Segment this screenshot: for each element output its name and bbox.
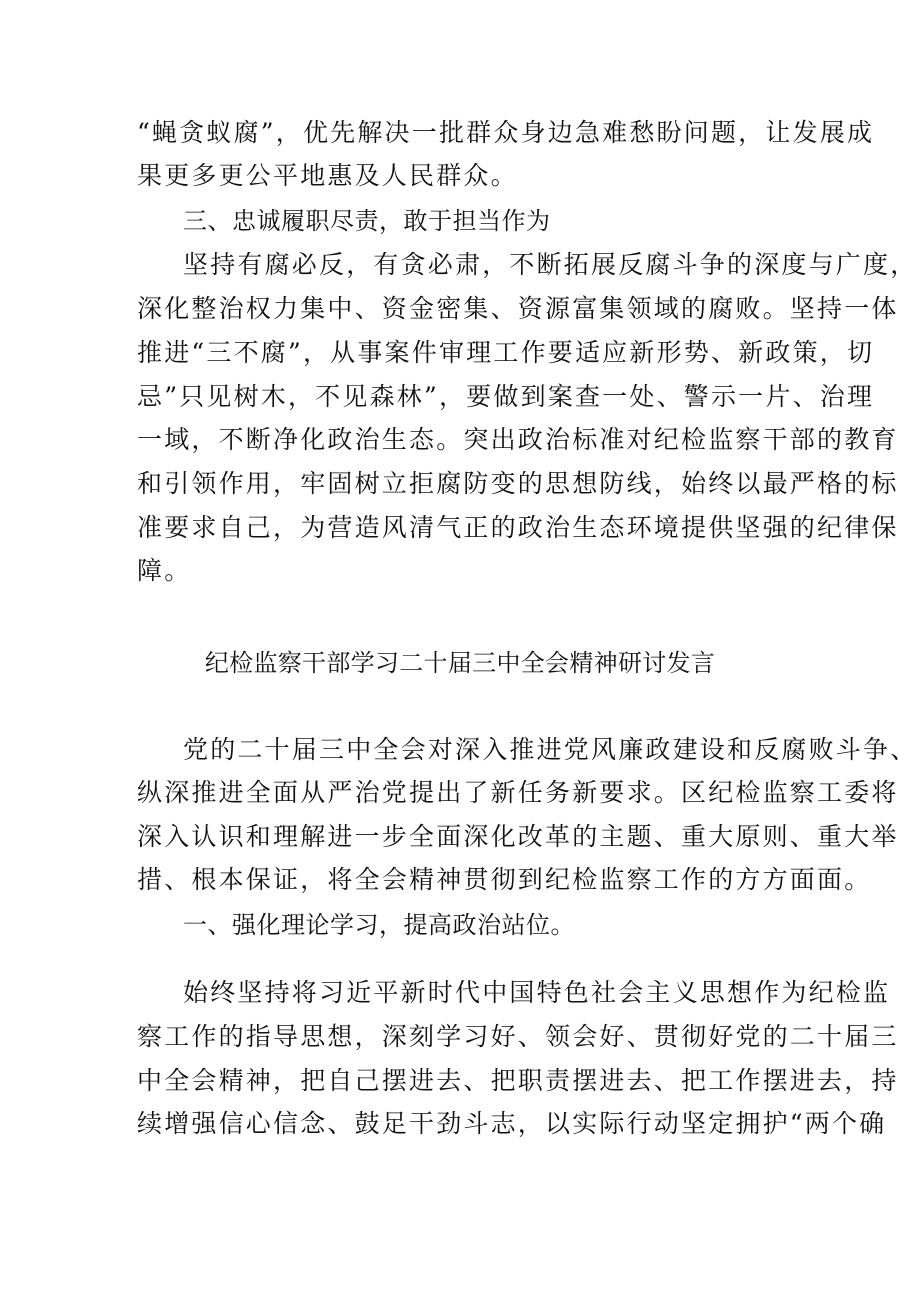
body-text-line: 忌”只见树木，不见森林”，要做到案查一处、警示一片、治理 [137, 382, 875, 411]
body-text-line: 和引领作用，牢固树立拒腐防变的思想防线，始终以最严格的标 [137, 469, 899, 498]
body-text-line: 推进“三不腐”，从事案件审理工作要适应新形势、新政策，切 [137, 338, 875, 367]
body-text-line: 一域，不断净化政治生态。突出政治标准对纪检监察干部的教育 [137, 425, 899, 454]
body-text-line: 中全会精神，把自己摆进去、把职责摆进去、把工作摆进去，持 [137, 1066, 899, 1095]
section-heading: 一、强化理论学习，提高政治站位。 [183, 911, 575, 939]
body-text-line: 察工作的指导思想，深刻学习好、领会好、贯彻好党的二十届三 [137, 1022, 899, 1051]
article-title: 纪检监察干部学习二十届三中全会精神研讨发言 [204, 649, 716, 677]
body-text-line: 坚持有腐必反，有贪必肃，不断拓展反腐斗争的深度与广度， [183, 250, 918, 279]
body-text-line: 措、根本保证，将全会精神贯彻到纪检监察工作的方方面面。 [137, 865, 872, 894]
body-text-line: 始终坚持将习近平新时代中国特色社会主义思想作为纪检监 [183, 978, 891, 1007]
body-text-line: 深入认识和理解进一步全面深化改革的主题、重大原则、重大举 [137, 822, 899, 851]
body-text-line: 深化整治权力集中、资金密集、资源富集领域的腐败。坚持一体 [137, 294, 899, 323]
body-text-line: 果更多更公平地惠及人民群众。 [137, 161, 518, 190]
body-text-line: 续增强信心信念、鼓足干劲斗志，以实际行动坚定拥护“两个确 [137, 1109, 887, 1138]
body-text-line: “蝇贪蚁腐”，优先解决一批群众身边急难愁盼问题，让发展成 [137, 118, 875, 147]
section-heading: 三、忠诚履职尽责，敢于担当作为 [183, 207, 551, 235]
body-text-line: 障。 [137, 556, 192, 585]
body-text-line: 党的二十届三中全会对深入推进党风廉政建设和反腐败斗争、 [183, 735, 918, 764]
body-text-line: 准要求自己，为营造风清气正的政治生态环境提供坚强的纪律保 [137, 513, 899, 542]
body-text-line: 纵深推进全面从严治党提出了新任务新要求。区纪检监察工委将 [137, 778, 899, 807]
